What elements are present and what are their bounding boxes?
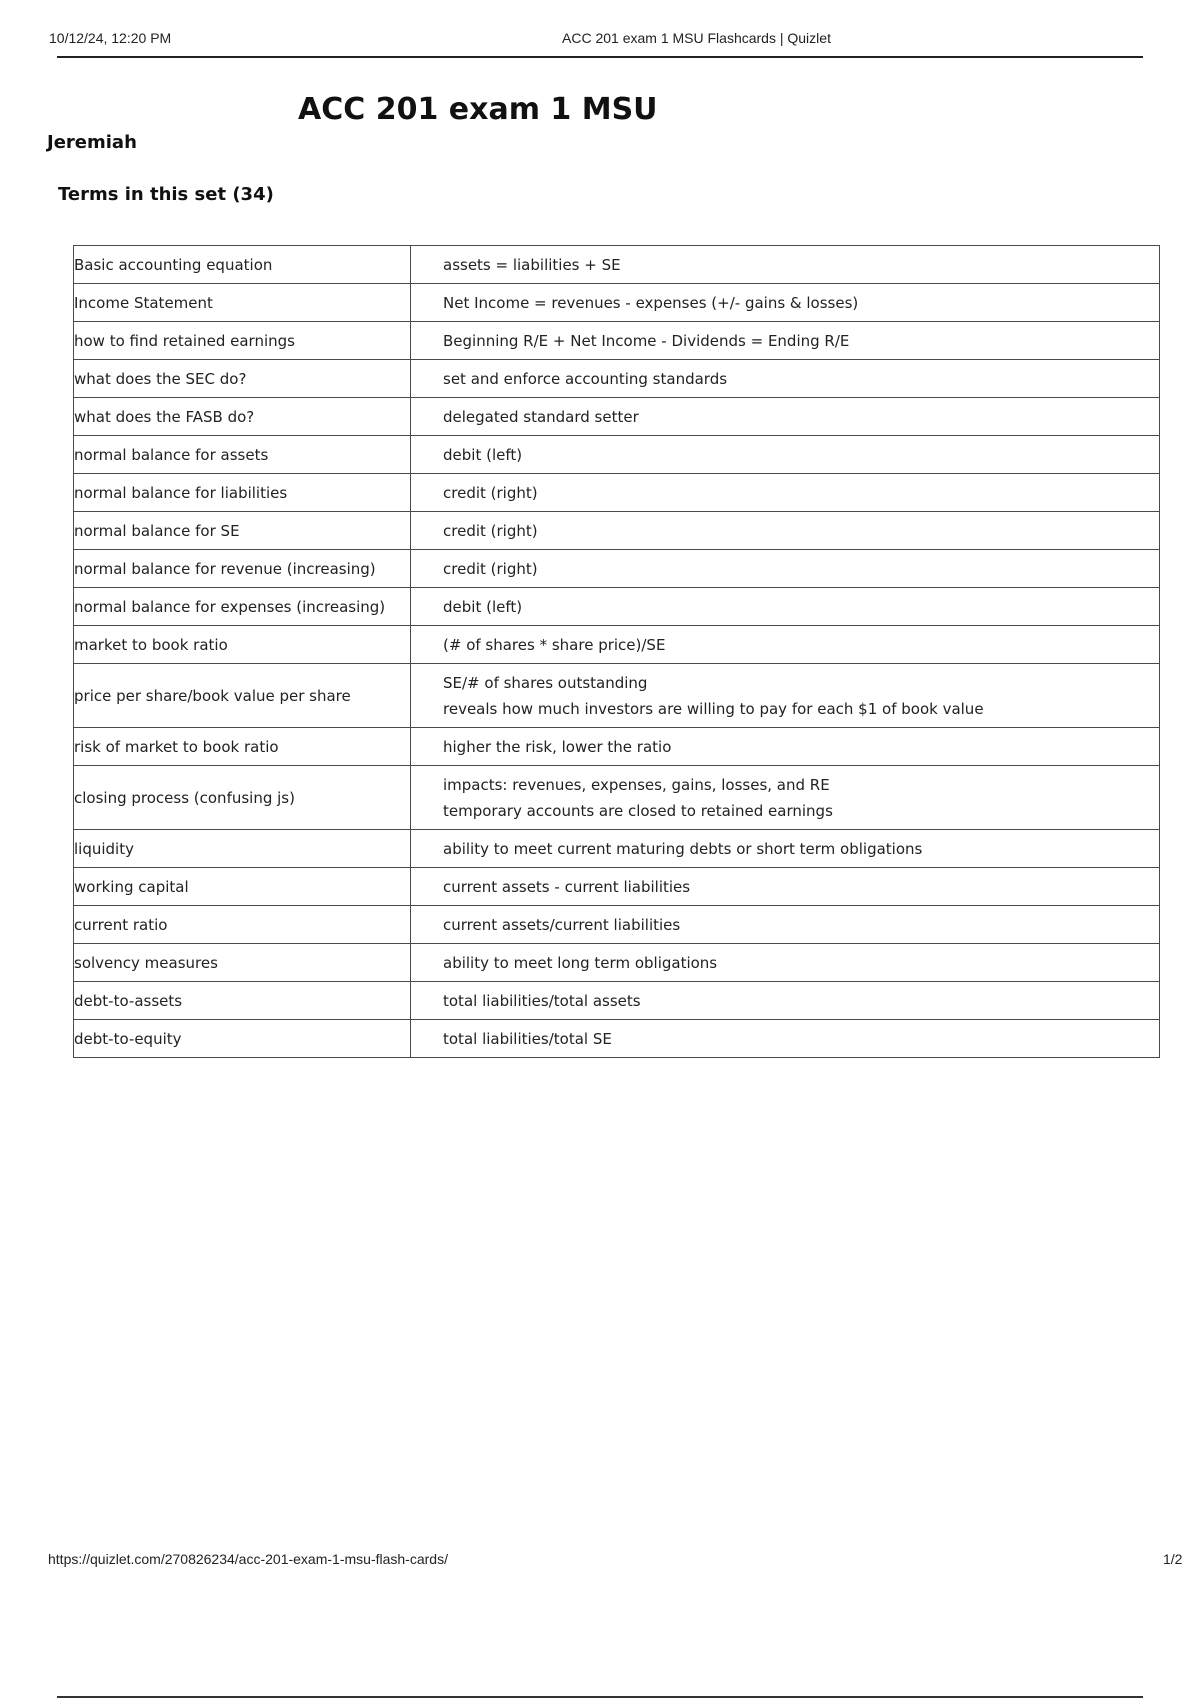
definition-line: credit (right): [443, 559, 538, 578]
definition-line: delegated standard setter: [443, 407, 639, 426]
term-row: [74, 944, 1160, 982]
definition-cell: [411, 360, 1160, 398]
terms-table: [73, 245, 1160, 1058]
term-cell: risk of market to book ratio: [74, 728, 411, 766]
bottom-divider: [57, 1696, 1143, 1698]
definition-cell: [411, 906, 1160, 944]
definition-line: reveals how much investors are willing to pay for each $1 of book value: [443, 699, 984, 718]
term-row: [74, 906, 1160, 944]
definition-cell: [411, 728, 1160, 766]
definition-cell: [411, 246, 1160, 284]
definition-line: total liabilities/total SE: [443, 1029, 612, 1048]
term-row: [74, 474, 1160, 512]
term-cell: market to book ratio: [74, 626, 411, 664]
definition-cell: [411, 982, 1160, 1020]
term-row: [74, 830, 1160, 868]
term-row: [74, 982, 1160, 1020]
definition-line: Net Income = revenues - expenses (+/- gains & losses): [443, 293, 859, 312]
term-row: [74, 664, 1160, 728]
term-row: [74, 766, 1160, 830]
print-datetime: 10/12/24, 12:20 PM: [49, 30, 172, 46]
term-row: [74, 360, 1160, 398]
print-footer-url[interactable]: https://quizlet.com/270826234/acc-201-exam-1-msu-flash-cards/: [48, 1551, 448, 1567]
definition-line: credit (right): [443, 483, 538, 502]
definition-line: (# of shares * share price)/SE: [443, 635, 666, 654]
term-row: [74, 284, 1160, 322]
term-row: [74, 588, 1160, 626]
terms-count-heading: Terms in this set (34): [58, 184, 274, 205]
definition-cell: [411, 588, 1160, 626]
term-row: [74, 436, 1160, 474]
term-cell: what does the FASB do?: [74, 398, 411, 436]
definition-cell: [411, 474, 1160, 512]
definition-line: debit (left): [443, 597, 523, 616]
definition-line: credit (right): [443, 521, 538, 540]
definition-line: SE/# of shares outstanding: [443, 673, 648, 692]
definition-cell: [411, 1020, 1160, 1058]
definition-cell: [411, 626, 1160, 664]
terms-table-container: [73, 245, 1161, 1071]
definition-line: set and enforce accounting standards: [443, 369, 728, 388]
term-row: [74, 1020, 1160, 1058]
definition-line: ability to meet current maturing debts or short term obligations: [443, 839, 923, 858]
definition-cell: [411, 830, 1160, 868]
term-cell: liquidity: [74, 830, 411, 868]
definition-line: current assets/current liabilities: [443, 915, 681, 934]
term-row: [74, 550, 1160, 588]
definition-line: current assets - current liabilities: [443, 877, 691, 896]
term-cell: closing process (confusing js): [74, 766, 411, 830]
definition-cell: [411, 322, 1160, 360]
term-cell: how to find retained earnings: [74, 322, 411, 360]
term-row: [74, 398, 1160, 436]
definition-cell: [411, 944, 1160, 982]
definition-line: higher the risk, lower the ratio: [443, 737, 672, 756]
term-cell: Income Statement: [74, 284, 411, 322]
term-cell: working capital: [74, 868, 411, 906]
author-name[interactable]: Jeremiah: [47, 132, 137, 153]
term-row: [74, 868, 1160, 906]
term-row: [74, 246, 1160, 284]
set-title: ACC 201 exam 1 MSU: [298, 92, 658, 127]
print-page-number: 1/2: [1163, 1551, 1183, 1567]
term-cell: price per share/book value per share: [74, 664, 411, 728]
definition-line: debit (left): [443, 445, 523, 464]
print-page-title: ACC 201 exam 1 MSU Flashcards | Quizlet: [562, 30, 831, 46]
definition-cell: [411, 766, 1160, 830]
term-cell: normal balance for SE: [74, 512, 411, 550]
term-cell: current ratio: [74, 906, 411, 944]
term-cell: debt-to-assets: [74, 982, 411, 1020]
term-cell: what does the SEC do?: [74, 360, 411, 398]
definition-line: temporary accounts are closed to retained earnings: [443, 801, 833, 820]
term-row: [74, 728, 1160, 766]
term-row: [74, 626, 1160, 664]
term-cell: normal balance for expenses (increasing): [74, 588, 411, 626]
term-cell: debt-to-equity: [74, 1020, 411, 1058]
term-cell: Basic accounting equation: [74, 246, 411, 284]
definition-line: ability to meet long term obligations: [443, 953, 718, 972]
definition-cell: [411, 512, 1160, 550]
definition-line: total liabilities/total assets: [443, 991, 641, 1010]
term-row: [74, 322, 1160, 360]
term-cell: normal balance for liabilities: [74, 474, 411, 512]
definition-cell: [411, 436, 1160, 474]
term-cell: normal balance for revenue (increasing): [74, 550, 411, 588]
term-cell: normal balance for assets: [74, 436, 411, 474]
definition-cell: [411, 398, 1160, 436]
term-cell: solvency measures: [74, 944, 411, 982]
definition-cell: [411, 284, 1160, 322]
header-divider: [57, 56, 1143, 58]
definition-cell: [411, 550, 1160, 588]
definition-cell: [411, 664, 1160, 728]
term-row: [74, 512, 1160, 550]
definition-cell: [411, 868, 1160, 906]
definition-line: impacts: revenues, expenses, gains, losses, and RE: [443, 775, 830, 794]
definition-line: assets = liabilities + SE: [443, 255, 621, 274]
definition-line: Beginning R/E + Net Income - Dividends = Ending R/E: [443, 331, 850, 350]
